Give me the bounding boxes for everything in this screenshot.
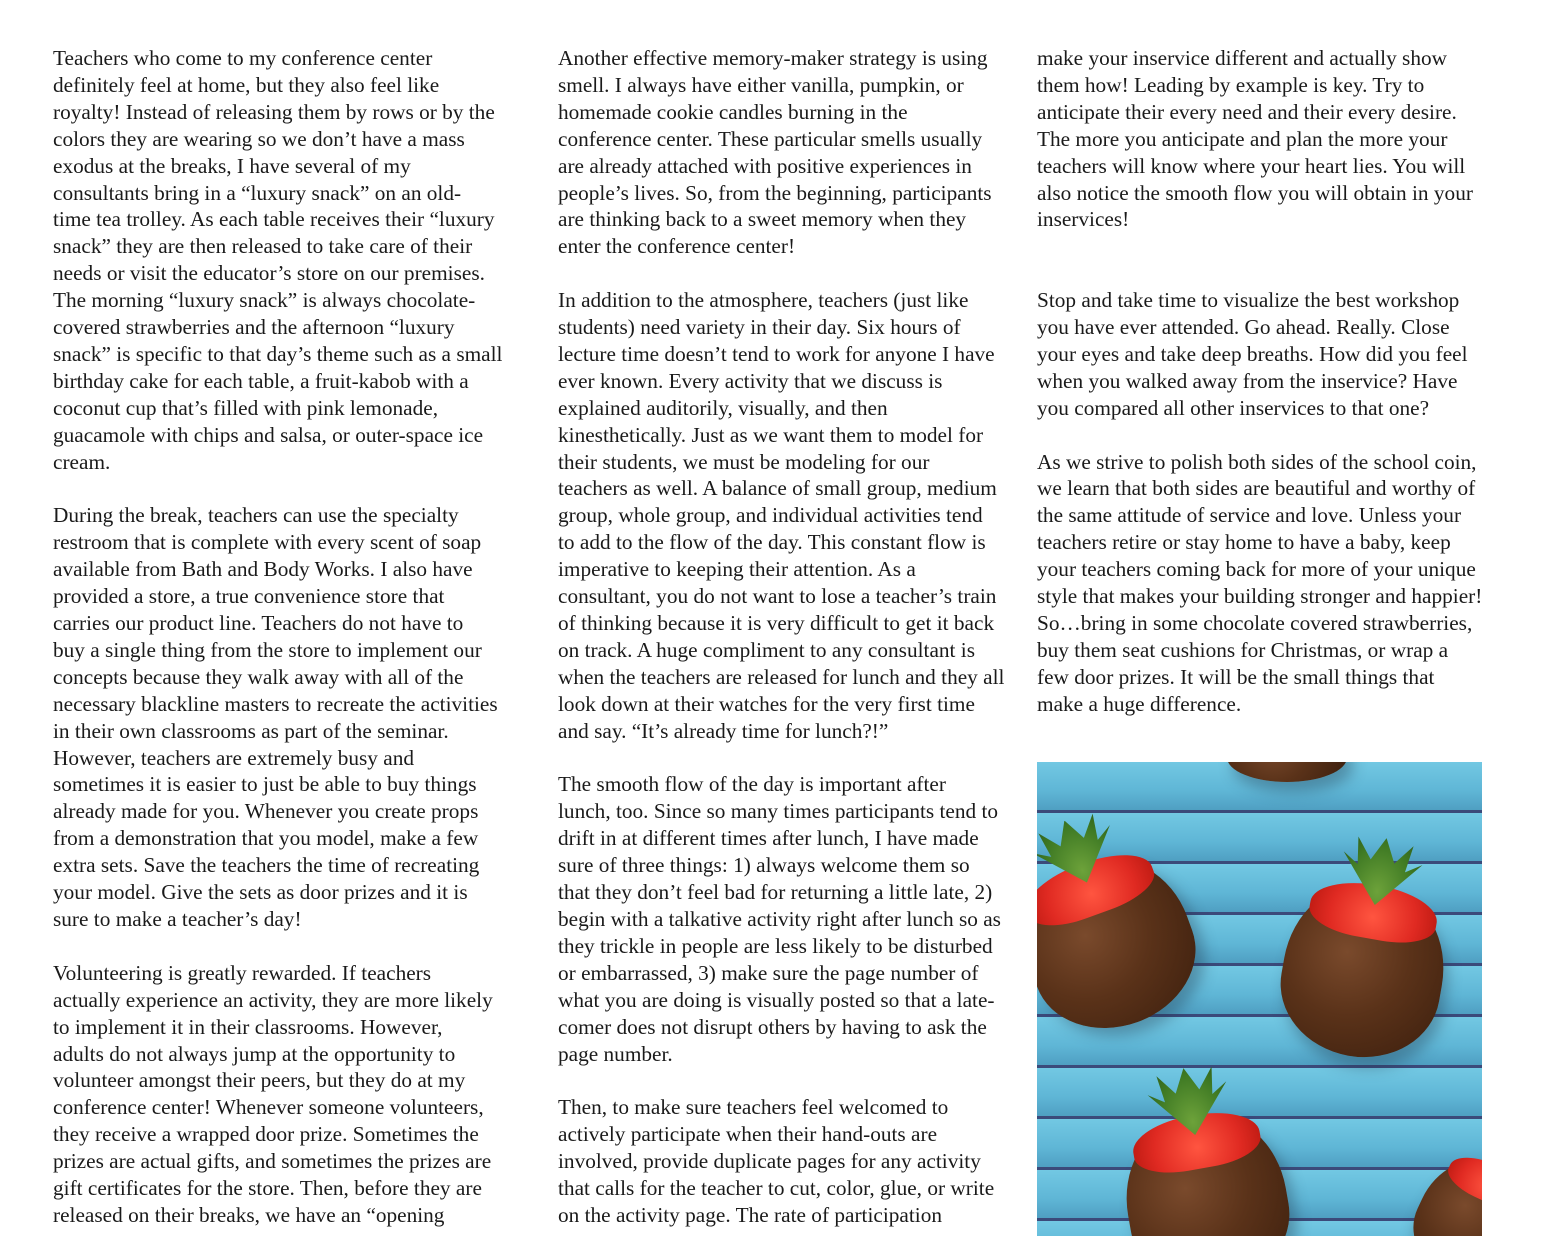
text-column-3 bbox=[1037, 45, 1507, 745]
text-column-1 bbox=[53, 45, 513, 1256]
table-plank bbox=[1037, 1068, 1482, 1119]
paragraph: make your inservice different and actually show them how! Leading by example is key. Try to anticipate their every need and their every desire. The more you anticipate and plan the more your teachers will know where your heart lies. You will also notice the smooth flow you will obtain in your inservices! bbox=[1037, 46, 1473, 232]
paragraph: Then, to make sure teachers feel welcomed to actively participate when their hand-outs are involved, provide duplicate pages for any activity that calls for the teacher to cut, color, glue, or write on the activity page. The rate of participation bbox=[558, 1095, 995, 1227]
paragraph: During the break, teachers can use the specialty restroom that is complete with every scent of soap available from Bath and Body Works. I also have provided a store, a true convenience store that carries our product line. Teachers do not have to buy a single thing from the store to implement our concepts because they walk away with all of the necessary blackline masters to recreate the activities in their own classrooms as part of the seminar. However, teachers are extremely busy and sometimes it is easier to just be able to buy things already made for you. Whenever you create props from a demonstration that you model, make a few extra sets. Save the teachers the time of recreating your model. Give the sets as door prizes and it is sure to make a teacher’s day! bbox=[53, 503, 498, 931]
paragraph: In addition to the atmosphere, teachers (just like students) need variety in their day. Six hours of lecture time doesn’t tend to work for anyone I have ever known. Every activity that we discuss is explained auditorily, visually, and then kinesthetically. Just as we want them to model for their students, we must be modeling for our teachers as well. A balance of small group, medium group, whole group, and individual activities tend to add to the flow of the day. This constant flow is imperative to keeping their attention. As a consultant, you do not want to lose a teacher’s train of thinking because it is very difficult to get it back on track. A huge compliment to any consultant is when the teachers are released for lunch and they all look down at their watches for the very first time and say. “It’s already time for lunch?!” bbox=[558, 288, 1005, 743]
strawberries-photo bbox=[1037, 762, 1482, 1236]
paragraph: Teachers who come to my conference center definitely feel at home, but they also feel like royalty! Instead of releasing them by rows or by the colors they are wearing so we don’t have a mass exodus at the breaks, I have several of my consultants bring in a “luxury snack” on an old- time tea trolley. As each table receives their “luxury snack” they are then released to take care of their needs or visit the educator’s store on our premises. The morning “luxury snack” is always chocolate- covered strawberries and the afternoon “luxury snack” is specific to that day’s theme such as a small birthday cake for each table, a fruit-kabob with a coconut cup that’s filled with pink lemonade, guacamole with chips and salsa, or outer-space ice cream. bbox=[53, 46, 503, 474]
paragraph: Stop and take time to visualize the best workshop you have ever attended. Go ahead. Really. Close your eyes and take deep breaths. How did you feel when you walked away from the inservice? Have you compared all other inservices to that one? bbox=[1037, 288, 1468, 420]
paragraph: Another effective memory-maker strategy is using smell. I always have either vanilla, pumpkin, or homemade cookie candles burning in the conference center. These particular smells usually are already attached with positive experiences in people’s lives. So, from the beginning, participants are thinking back to a sweet memory when they enter the conference center! bbox=[558, 46, 992, 259]
paragraph: The smooth flow of the day is important after lunch, too. Since so many times participants tend to drift in at different times after lunch, I have made sure of three things: 1) always welcome them so that they don’t feel bad for returning a little late, 2) begin with a talkative activity right after lunch so as they trickle in people are less likely to be disturbed or embarrassed, 3) make sure the page number of what you are doing is visually posted so that a late- comer does not disrupt others by having to ask the page number. bbox=[558, 772, 1001, 1066]
paragraph: As we strive to polish both sides of the school coin, we learn that both sides are beautiful and worthy of the same attitude of service and love. Unless your teachers retire or stay home to have a baby, keep your teachers coming back for more of your unique style that makes your building stronger and happier! So…bring in some chocolate covered strawberries, buy them seat cushions for Christmas, or wrap a few door prizes. It will be the small things that make a huge difference. bbox=[1037, 449, 1483, 716]
paragraph: Volunteering is greatly rewarded. If teachers actually experience an activity, they are more likely to implement it in their classrooms. However, adults do not always jump at the opportunity to volunteer amongst their peers, but they do at my conference center! Whenever someone volunteers, they receive a wrapped door prize. Sometimes the prizes are actual gifts, and sometimes the prizes are gift certificates for the store. Then, before they are released on their breaks, we have an “opening bbox=[53, 960, 493, 1227]
text-column-2 bbox=[558, 45, 1018, 1256]
